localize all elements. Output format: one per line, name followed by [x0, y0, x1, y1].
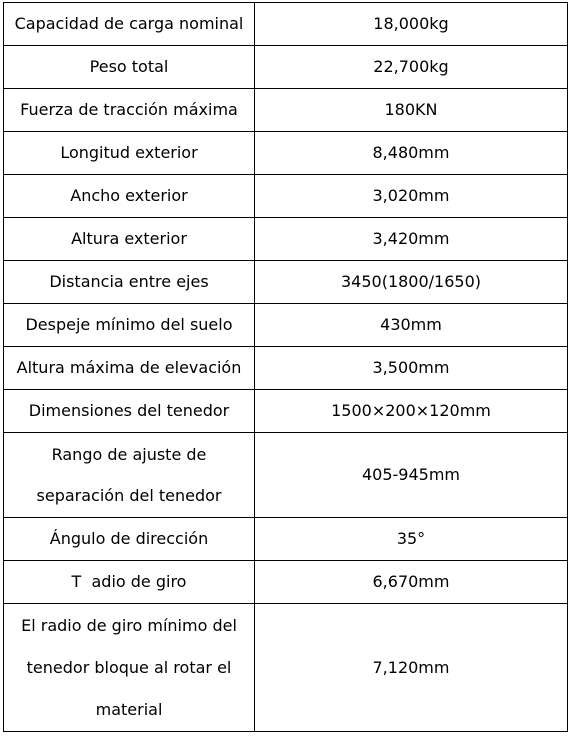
spec-label-wheelbase: Distancia entre ejes: [4, 261, 255, 304]
spec-value-rated-load: 18,000kg: [255, 3, 568, 46]
spec-table: [3, 2, 568, 732]
spec-value-total-weight: 22,700kg: [255, 46, 568, 89]
spec-label-min-turning-radius-fork: El radio de giro mínimo del tenedor bloque al rotar el material: [4, 604, 255, 732]
spec-label-steering-angle: Ángulo de dirección: [4, 518, 255, 561]
table-row: [4, 218, 568, 261]
spec-value-turning-radius: 6,670mm: [255, 561, 568, 604]
table-row: [4, 46, 568, 89]
spec-value-min-turning-radius-fork: 7,120mm: [255, 604, 568, 732]
table-row: [4, 604, 568, 732]
table-row: [4, 261, 568, 304]
table-row: [4, 132, 568, 175]
spec-value-height: 3,420mm: [255, 218, 568, 261]
spec-value-fork-spacing-range: 405-945mm: [255, 433, 568, 518]
table-row: [4, 175, 568, 218]
table-row: [4, 89, 568, 132]
spec-value-wheelbase: 3450(1800/1650): [255, 261, 568, 304]
table-row: [4, 561, 568, 604]
spec-label-ground-clearance: Despeje mínimo del suelo: [4, 304, 255, 347]
spec-label-turning-radius: T adio de giro: [4, 561, 255, 604]
spec-value-max-lift-height: 3,500mm: [255, 347, 568, 390]
table-row: [4, 433, 568, 518]
spec-label-height: Altura exterior: [4, 218, 255, 261]
table-row: [4, 347, 568, 390]
spec-label-fork-spacing-range: Rango de ajuste de separación del tenedor: [4, 433, 255, 518]
spec-label-length: Longitud exterior: [4, 132, 255, 175]
spec-value-length: 8,480mm: [255, 132, 568, 175]
table-row: [4, 304, 568, 347]
spec-label-total-weight: Peso total: [4, 46, 255, 89]
spec-value-fork-dimensions: 1500×200×120mm: [255, 390, 568, 433]
table-row: [4, 390, 568, 433]
spec-value-width: 3,020mm: [255, 175, 568, 218]
spec-label-max-lift-height: Altura máxima de elevación: [4, 347, 255, 390]
table-row: [4, 3, 568, 46]
spec-label-fork-dimensions: Dimensiones del tenedor: [4, 390, 255, 433]
spec-label-max-traction: Fuerza de tracción máxima: [4, 89, 255, 132]
spec-label-width: Ancho exterior: [4, 175, 255, 218]
spec-label-rated-load: Capacidad de carga nominal: [4, 3, 255, 46]
spec-value-max-traction: 180KN: [255, 89, 568, 132]
spec-value-ground-clearance: 430mm: [255, 304, 568, 347]
spec-value-steering-angle: 35°: [255, 518, 568, 561]
table-row: [4, 518, 568, 561]
